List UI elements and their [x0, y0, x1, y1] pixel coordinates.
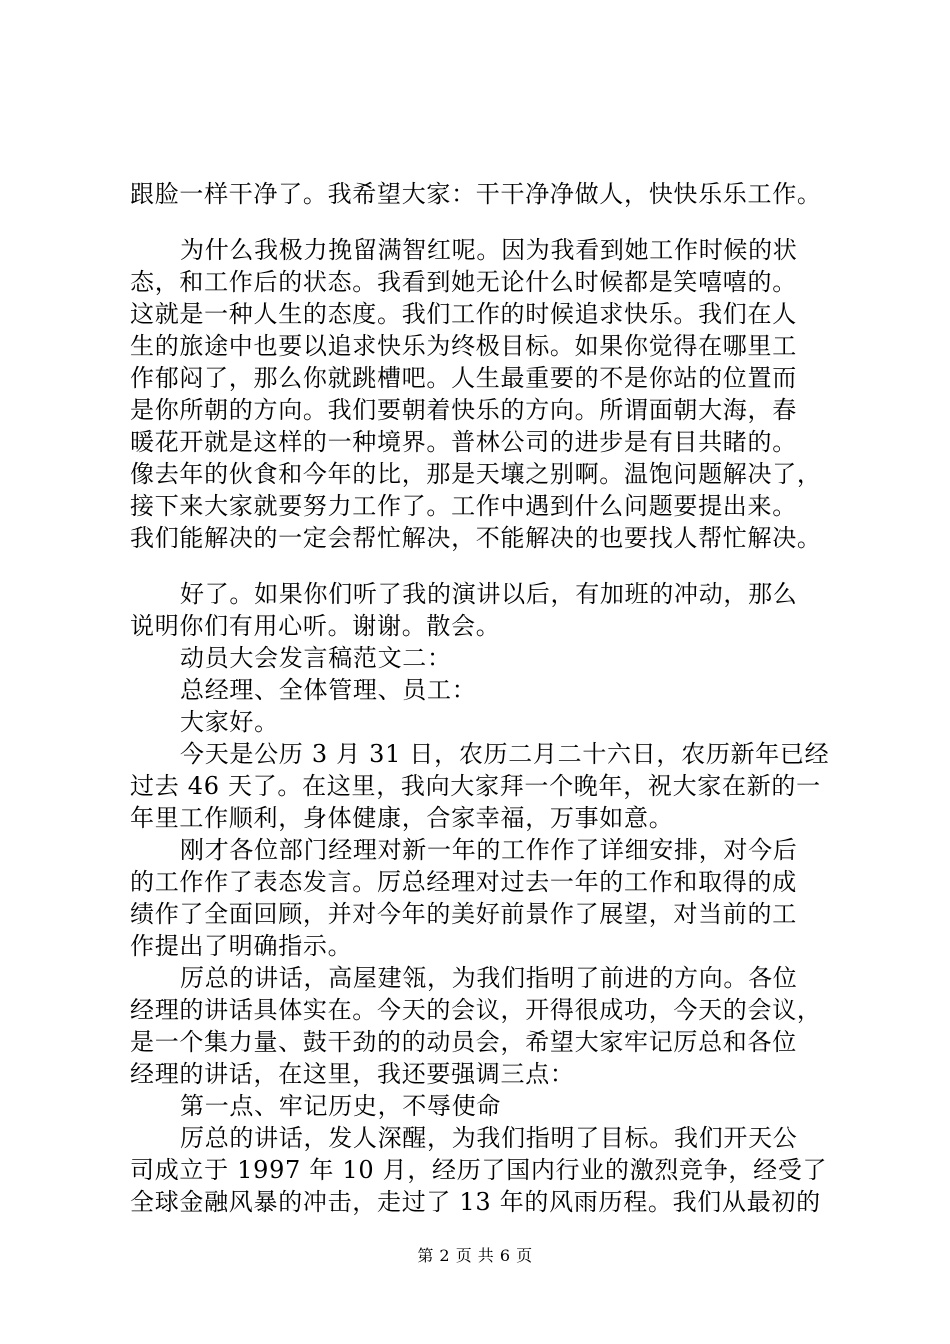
text-line: 厉总的讲话，高屋建瓴，为我们指明了前进的方向。各位 — [180, 964, 798, 992]
text-line: 暖花开就是这样的一种境界。普林公司的进步是有目共睹的。 — [130, 428, 797, 456]
text-line: 经理的讲话具体实在。今天的会议，开得很成功，今天的会议， — [130, 996, 822, 1024]
paragraph-gap — [130, 210, 860, 234]
text-line: 司成立于 1997 年 10 月，经历了国内行业的激烈竞争，经受了 — [130, 1156, 828, 1184]
text-line: 经理的讲话，在这里，我还要强调三点： — [130, 1060, 575, 1088]
text-line: 今天是公历 3 月 31 日，农历二月二十六日，农历新年已经 — [180, 740, 830, 768]
paragraph-date — [130, 738, 860, 834]
paragraph-1 — [130, 178, 860, 210]
page-footer — [0, 1243, 950, 1266]
paragraph-point-one-heading — [130, 1090, 860, 1122]
paragraph-2 — [130, 234, 860, 554]
text-line: 跟脸一样干净了。我希望大家：干干净净做人，快快乐乐工作。 — [130, 180, 822, 208]
text-line: 第一点、牢记历史，不辱使命 — [180, 1092, 502, 1120]
text-line: 厉总的讲话，发人深醒，为我们指明了目标。我们开天公 — [180, 1124, 798, 1152]
text-line: 像去年的伙食和今年的比，那是天壤之别啊。温饱问题解决了， — [130, 460, 822, 488]
paragraph-review — [130, 834, 860, 962]
paragraph-3 — [130, 578, 860, 642]
paragraph-direction — [130, 962, 860, 1090]
paragraph-history — [130, 1122, 860, 1218]
text-line: 生的旅途中也要以追求快乐为终极目标。如果你觉得在哪里工 — [130, 332, 797, 360]
text-line: 动员大会发言稿范文二： — [180, 644, 452, 672]
text-line: 总经理、全体管理、员工： — [180, 676, 477, 704]
text-line: 态，和工作后的状态。我看到她无论什么时候都是笑嘻嘻的。 — [130, 268, 797, 296]
text-line: 是一个集力量、鼓干劲的的动员会，希望大家牢记厉总和各位 — [130, 1028, 797, 1056]
text-line: 作提出了明确指示。 — [130, 932, 353, 960]
text-line: 是你所朝的方向。我们要朝着快乐的方向。所谓面朝大海，春 — [130, 396, 797, 424]
text-line: 我们能解决的一定会帮忙解决，不能解决的也要找人帮忙解决。 — [130, 524, 822, 552]
text-line: 年里工作顺利，身体健康，合家幸福，万事如意。 — [130, 804, 674, 832]
text-line: 这就是一种人生的态度。我们工作的时候追求快乐。我们在人 — [130, 300, 797, 328]
text-line: 作郁闷了，那么你就跳槽吧。人生最重要的不是你站的位置而 — [130, 364, 797, 392]
paragraph-salutation — [130, 674, 860, 706]
paragraph-gap — [130, 554, 860, 578]
text-line: 接下来大家就要努力工作了。工作中遇到什么问题要提出来。 — [130, 492, 797, 520]
document-body — [130, 178, 860, 1218]
text-line: 刚才各位部门经理对新一年的工作作了详细安排，对今后 — [180, 836, 798, 864]
paragraph-heading-speech-two — [130, 642, 860, 674]
page-number-label: 第 2 页 共 6 页 — [417, 1246, 533, 1265]
paragraph-greeting — [130, 706, 860, 738]
text-line: 过去 46 天了。在这里，我向大家拜一个晚年，祝大家在新的一 — [130, 772, 821, 800]
text-line: 好了。如果你们听了我的演讲以后，有加班的冲动，那么 — [180, 580, 798, 608]
text-line: 的工作作了表态发言。厉总经理对过去一年的工作和取得的成 — [130, 868, 797, 896]
text-line: 说明你们有用心听。谢谢。散会。 — [130, 612, 501, 640]
text-line: 为什么我极力挽留满智红呢。因为我看到她工作时候的状 — [180, 236, 798, 264]
text-line: 全球金融风暴的冲击，走过了 13 年的风雨历程。我们从最初的 — [130, 1188, 821, 1216]
text-line: 大家好。 — [180, 708, 279, 736]
text-line: 绩作了全面回顾，并对今年的美好前景作了展望，对当前的工 — [130, 900, 797, 928]
